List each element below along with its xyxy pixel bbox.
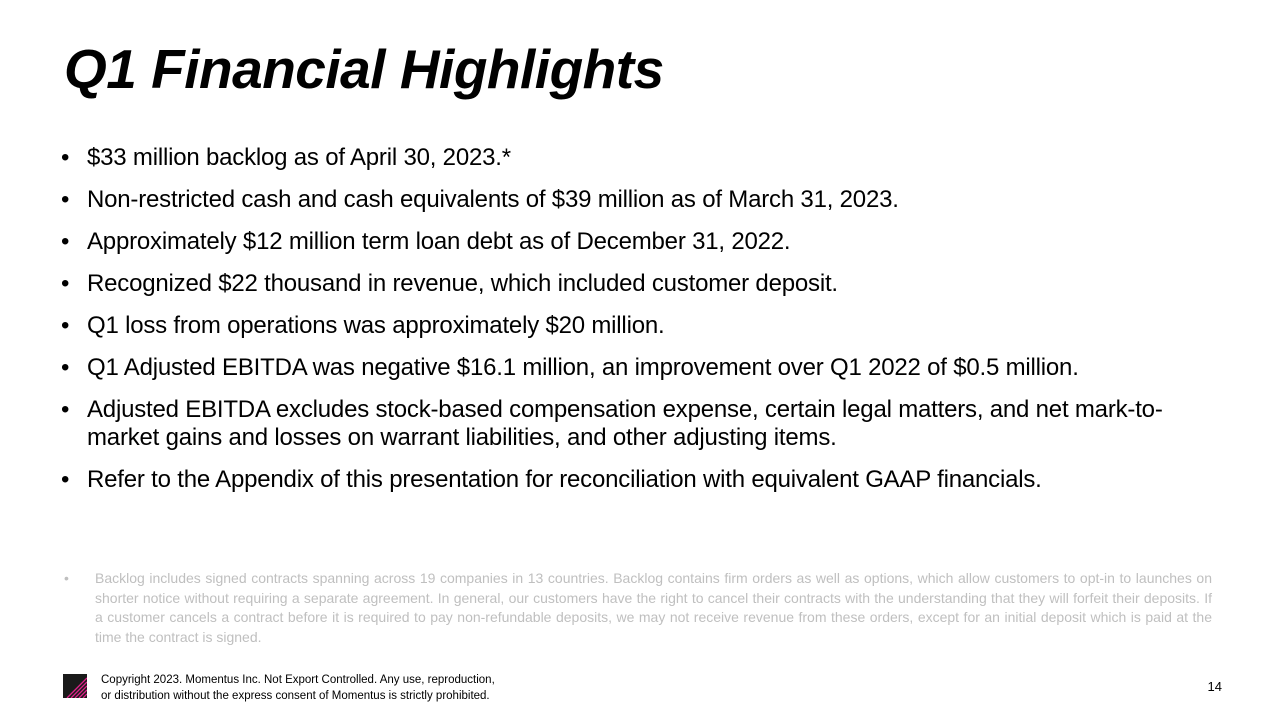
copyright-notice bbox=[101, 672, 571, 704]
bullet-appendix: • Refer to the Appendix of this presentation for reconciliation with equivalent GAAP financials. bbox=[60, 466, 1220, 494]
backlog-footnote bbox=[64, 569, 1212, 647]
highlights-list bbox=[60, 144, 1220, 508]
copyright-line-1: Copyright 2023. Momentus Inc. Not Export Controlled. Any use, reproduction, bbox=[101, 674, 495, 686]
momentus-logo-icon bbox=[63, 674, 87, 698]
bullet-debt: • Approximately $12 million term loan debt as of December 31, 2022. bbox=[60, 228, 1220, 256]
bullet-revenue: • Recognized $22 thousand in revenue, which included customer deposit. bbox=[60, 270, 1220, 298]
bullet-backlog: • $33 million backlog as of April 30, 2023.* bbox=[60, 144, 1220, 172]
bullet-ebitda-definition: • Adjusted EBITDA excludes stock-based compensation expense, certain legal matters, and net mark-to-market gains and losses on warrant liabilities, and other adjusting items. bbox=[60, 396, 1220, 452]
footnote-bullet: • bbox=[64, 570, 69, 586]
bullet-cash: • Non-restricted cash and cash equivalents of $39 million as of March 31, 2023. bbox=[60, 186, 1220, 214]
bullet-loss: • Q1 loss from operations was approximately $20 million. bbox=[60, 312, 1220, 340]
bullet-ebitda: • Q1 Adjusted EBITDA was negative $16.1 million, an improvement over Q1 2022 of $0.5 million. bbox=[60, 354, 1220, 382]
slide-title: Q1 Financial Highlights bbox=[64, 38, 664, 100]
copyright-line-2: or distribution without the express consent of Momentus is strictly prohibited. bbox=[101, 690, 490, 702]
footnote-text: Backlog includes signed contracts spanning across 19 companies in 13 countries. Backlog contains firm orders as well as options, which allow customers to opt-in to launches on shorter notice without requiring a separate agreement. In general, our customers have the right to cancel their contracts with the understanding that they will forfeit their deposits. If a customer cancels a contract before it is required to pay non-refundable deposits, we may not receive revenue from these orders, except for an initial deposit which is paid at the time the contract is signed. bbox=[95, 570, 1212, 645]
page-number: 14 bbox=[1207, 679, 1222, 694]
